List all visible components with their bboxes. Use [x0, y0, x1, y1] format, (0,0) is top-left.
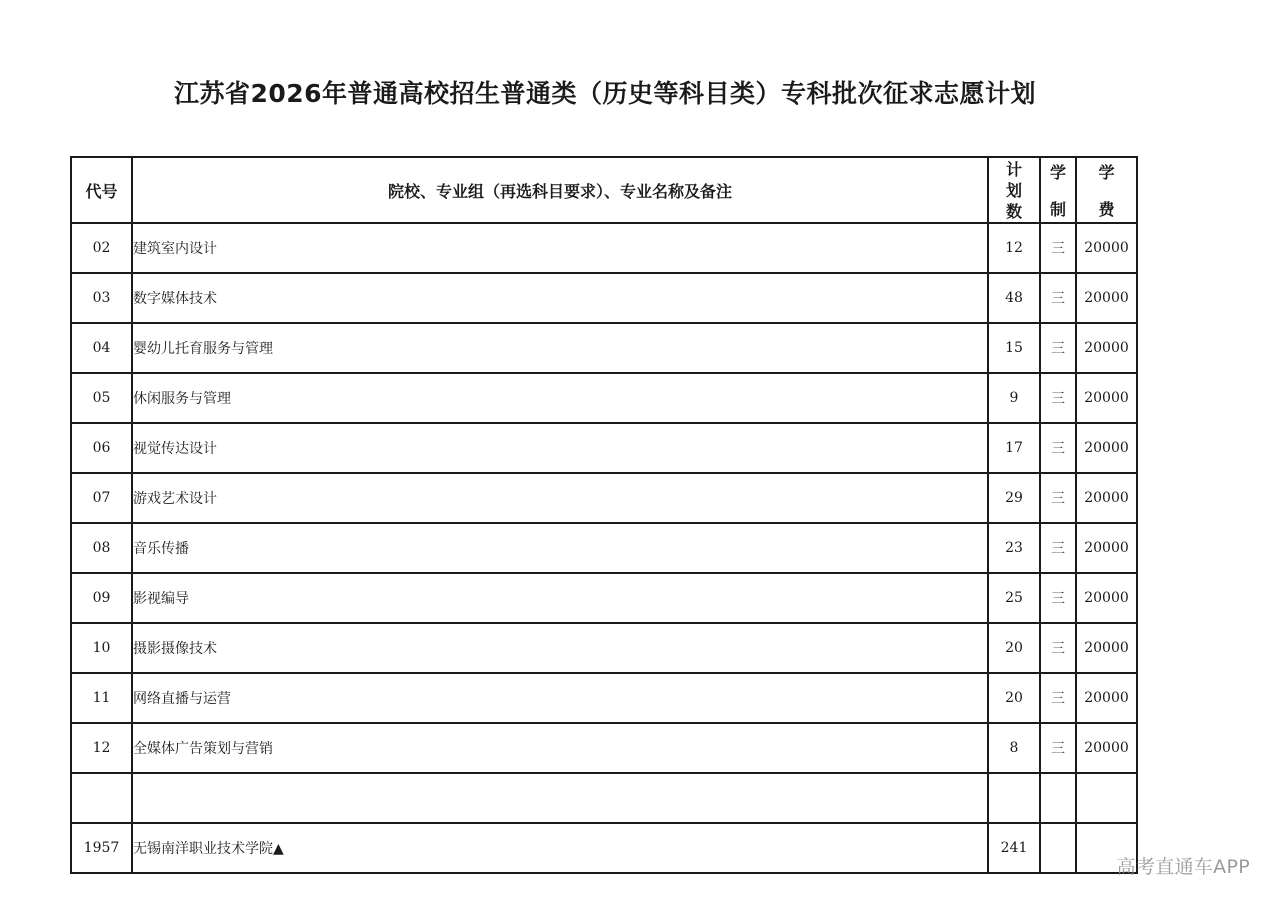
years-cell: 三 — [1040, 423, 1076, 473]
enrollment-plan-table — [70, 156, 1138, 874]
page-title: 江苏省2026年普通高校招生普通类（历史等科目类）专科批次征求志愿计划 — [173, 79, 1037, 108]
table-row — [71, 623, 1137, 673]
header-fee-char: 费 — [1098, 200, 1115, 219]
header-plan-char: 计 — [1005, 159, 1022, 179]
major-name-cell: 休闲服务与管理 — [132, 373, 988, 423]
years-cell: 三 — [1040, 573, 1076, 623]
header-name: 院校、专业组（再选科目要求）、专业名称及备注 — [132, 157, 988, 223]
table-row — [71, 323, 1137, 373]
years-cell: 三 — [1040, 323, 1076, 373]
header-plan-count — [988, 157, 1040, 223]
header-years-char: 学 — [1049, 163, 1066, 182]
years-cell: 三 — [1040, 523, 1076, 573]
fee-cell: 20000 — [1076, 673, 1137, 723]
table-row — [71, 423, 1137, 473]
plan-count-cell: 23 — [988, 523, 1040, 573]
major-name-cell: 视觉传达设计 — [132, 423, 988, 473]
plan-count-cell: 20 — [988, 673, 1040, 723]
table-row — [71, 523, 1137, 573]
plan-count-cell: 9 — [988, 373, 1040, 423]
table-body — [71, 223, 1137, 873]
major-name-cell: 音乐传播 — [132, 523, 988, 573]
code-cell: 12 — [71, 723, 132, 773]
plan-count-cell: 15 — [988, 323, 1040, 373]
table-row-empty — [71, 773, 1137, 823]
fee-cell: 20000 — [1076, 523, 1137, 573]
major-name-cell: 建筑室内设计 — [132, 223, 988, 273]
header-fee — [1076, 157, 1137, 223]
plan-count-cell: 8 — [988, 723, 1040, 773]
plan-count-cell — [988, 773, 1040, 823]
years-cell — [1040, 823, 1076, 873]
code-cell — [71, 773, 132, 823]
header-code: 代号 — [71, 157, 132, 223]
table-row — [71, 573, 1137, 623]
major-name-cell: 摄影摄像技术 — [132, 623, 988, 673]
table-row-institution — [71, 823, 1137, 873]
major-name-cell: 全媒体广告策划与营销 — [132, 723, 988, 773]
plan-count-cell: 48 — [988, 273, 1040, 323]
table-header-row — [71, 157, 1137, 223]
plan-count-cell: 17 — [988, 423, 1040, 473]
plan-count-cell: 20 — [988, 623, 1040, 673]
table-row — [71, 373, 1137, 423]
table-row — [71, 223, 1137, 273]
code-cell: 02 — [71, 223, 132, 273]
table-row — [71, 673, 1137, 723]
plan-count-cell: 12 — [988, 223, 1040, 273]
institution-name-cell: 无锡南洋职业技术学院▲ — [132, 823, 988, 873]
code-cell: 09 — [71, 573, 132, 623]
code-cell: 03 — [71, 273, 132, 323]
fee-cell: 20000 — [1076, 323, 1137, 373]
major-name-cell: 网络直播与运营 — [132, 673, 988, 723]
major-name-cell: 游戏艺术设计 — [132, 473, 988, 523]
code-cell: 11 — [71, 673, 132, 723]
header-plan-char: 划 — [1005, 180, 1022, 200]
major-name-cell: 婴幼儿托育服务与管理 — [132, 323, 988, 373]
fee-cell: 20000 — [1076, 473, 1137, 523]
fee-cell: 20000 — [1076, 273, 1137, 323]
years-cell: 三 — [1040, 673, 1076, 723]
fee-cell: 20000 — [1076, 623, 1137, 673]
code-cell: 06 — [71, 423, 132, 473]
code-cell: 08 — [71, 523, 132, 573]
years-cell: 三 — [1040, 623, 1076, 673]
code-cell: 07 — [71, 473, 132, 523]
years-cell: 三 — [1040, 273, 1076, 323]
header-years-char: 制 — [1049, 200, 1066, 219]
fee-cell: 20000 — [1076, 223, 1137, 273]
institution-code-cell: 1957 — [71, 823, 132, 873]
institution-plan-count-cell: 241 — [988, 823, 1040, 873]
fee-cell: 20000 — [1076, 423, 1137, 473]
code-cell: 10 — [71, 623, 132, 673]
code-cell: 04 — [71, 323, 132, 373]
fee-cell: 20000 — [1076, 373, 1137, 423]
table-row — [71, 723, 1137, 773]
major-name-cell — [132, 773, 988, 823]
fee-cell — [1076, 773, 1137, 823]
major-name-cell: 影视编导 — [132, 573, 988, 623]
watermark-text: 高考直通车APP — [1116, 856, 1250, 878]
major-name-cell: 数字媒体技术 — [132, 273, 988, 323]
years-cell: 三 — [1040, 373, 1076, 423]
years-cell: 三 — [1040, 723, 1076, 773]
years-cell: 三 — [1040, 473, 1076, 523]
years-cell — [1040, 773, 1076, 823]
fee-cell: 20000 — [1076, 723, 1137, 773]
table-row — [71, 273, 1137, 323]
plan-count-cell: 29 — [988, 473, 1040, 523]
header-plan-char: 数 — [1005, 201, 1022, 221]
code-cell: 05 — [71, 373, 132, 423]
table-row — [71, 473, 1137, 523]
header-fee-char: 学 — [1098, 163, 1115, 182]
fee-cell: 20000 — [1076, 573, 1137, 623]
header-years — [1040, 157, 1076, 223]
plan-count-cell: 25 — [988, 573, 1040, 623]
years-cell: 三 — [1040, 223, 1076, 273]
